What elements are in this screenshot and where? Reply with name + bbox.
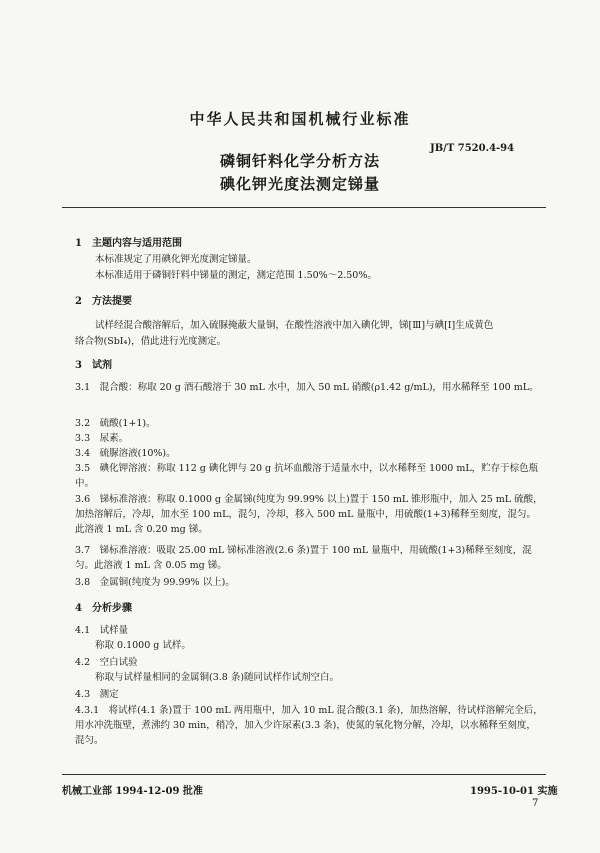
section-1-heading: 1 主题内容与适用范围 — [75, 238, 182, 249]
approval-line: 机械工业部 1994-12-09 批准 — [62, 786, 203, 797]
reagent-3-7: 3.7 锑标准溶液：吸取 25.00 mL 锑标准溶液(2.6 条)置于 100 mL 量瓶中，用硫酸(1+3)稀释至刻度，混匀。此溶液 1 mL 含 0.05 mg 锑。 — [75, 545, 532, 571]
reagent-3-2: 3.2 硫酸(1+1)。 — [75, 418, 156, 429]
section-1-paragraph-2: 本标准适用于磷铜钎料中锑量的测定，测定范围 1.50%～2.50%。 — [95, 270, 377, 281]
reagent-3-3: 3.3 尿素。 — [75, 433, 129, 444]
footer-divider — [62, 774, 546, 775]
step-4-3-1: 4.3.1 将试样(4.1 条)置于 100 mL 两用瓶中，加入 10 mL 混合酸(3.1 条)，加热溶解，待试样溶解完全后，用水冲洗瓶壁，煮沸约 30 min，稍冷，加入少许尿素(3.3 条)，使氮的氧化物分解，冷却，以水稀释至刻度，混匀。 — [75, 705, 543, 746]
section-2-paragraph-1a: 试样经混合酸溶解后，加入硫脲掩蔽大量铜，在酸性溶液中加入碘化钾，锑[Ⅲ]与碘[Ⅰ]生成黄色 — [95, 320, 494, 331]
section-4-heading: 4 分析步骤 — [75, 603, 132, 614]
subsection-4-3-heading: 4.3 测定 — [75, 689, 119, 700]
header-divider — [62, 207, 546, 208]
subsection-4-1-heading: 4.1 试样量 — [75, 625, 129, 636]
subsection-4-1-text: 称取 0.1000 g 试样。 — [95, 640, 191, 651]
document-title-line-2: 碘化钾光度法测定锑量 — [219, 175, 380, 193]
page-number: 7 — [532, 798, 539, 809]
reagent-3-8: 3.8 金属铜(纯度为 99.99% 以上)。 — [75, 577, 235, 588]
reagent-3-5: 3.5 碘化钾溶液：称取 112 g 碘化钾与 20 g 抗坏血酸溶于适量水中，以水稀释至 1000 mL，贮存于棕色瓶中。 — [75, 463, 539, 489]
document-title-line-1: 磷铜钎料化学分析方法 — [219, 152, 380, 170]
standard-code: JB/T 7520.4-94 — [430, 143, 515, 154]
issuing-organization: 中华人民共和国机械行业标准 — [189, 110, 411, 128]
section-1-paragraph-1: 本标准规定了用碘化钾光度测定锑量。 — [95, 254, 257, 265]
subsection-4-2-heading: 4.2 空白试验 — [75, 657, 138, 668]
section-2-heading: 2 方法提要 — [75, 296, 132, 307]
reagent-3-6: 3.6 锑标准溶液：称取 0.1000 g 金属锑(纯度为 99.99% 以上)置于 150 mL 锥形瓶中，加入 25 mL 硫酸，加热溶解后，冷却，加水至 100 mL，混匀，冷却，移入 500 mL 量瓶中，用硫酸(1+3)稀释至刻度，混匀。此溶液 1 mL 含 0.20 mg 锑。 — [75, 494, 543, 535]
reagent-3-4: 3.4 硫脲溶液(10%)。 — [75, 448, 176, 459]
section-3-heading: 3 试剂 — [75, 360, 112, 371]
implementation-line: 1995-10-01 实施 — [470, 786, 558, 797]
subsection-4-2-text: 称取与试样量相同的金属铜(3.8 条)随同试样作试剂空白。 — [95, 672, 340, 683]
reagent-3-1: 3.1 混合酸：称取 20 g 酒石酸溶于 30 mL 水中，加入 50 mL 硝酸(ρ1.42 g/mL)，用水稀释至 100 mL。 — [75, 382, 539, 393]
section-2-paragraph-1b: 络合物(SbI₄)，借此进行光度测定。 — [75, 336, 227, 347]
